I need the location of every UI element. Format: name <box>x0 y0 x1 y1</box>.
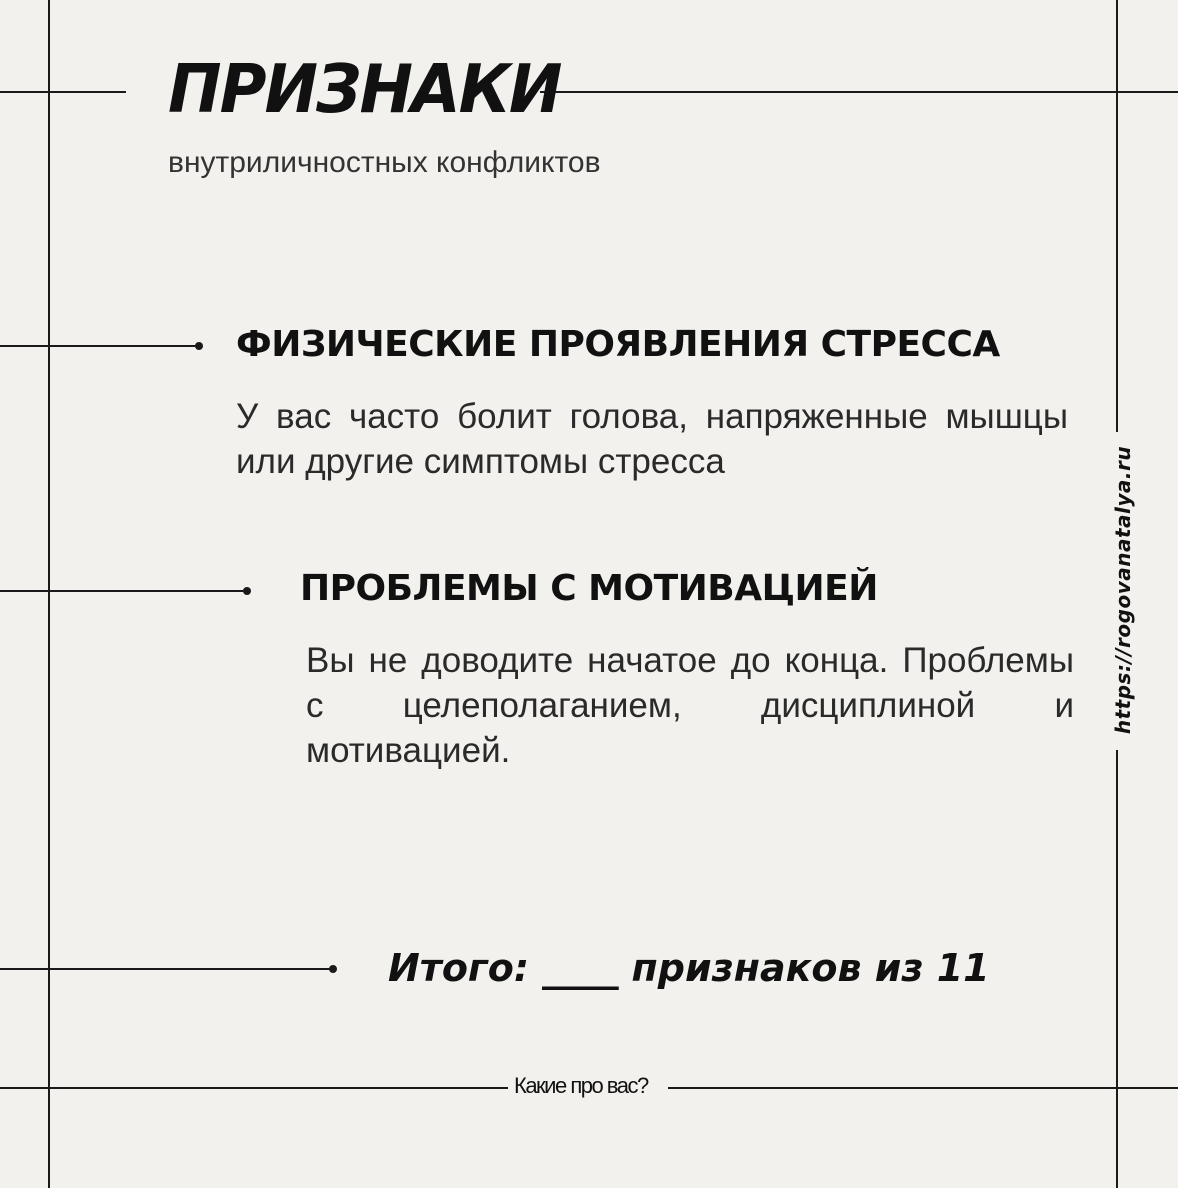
pointer-line-2 <box>0 590 248 592</box>
total-summary: Итого: ____ признаков из 11 <box>388 946 990 990</box>
section-text-motivation: Вы не доводите начатое до конца. Проблемы с целеполаганием, дисциплиной и мотивацией. <box>306 641 1074 770</box>
bullet-dot-icon <box>329 965 337 973</box>
section-heading-motivation: ПРОБЛЕМЫ С МОТИВАЦИЕЙ <box>300 568 878 609</box>
frame-line-right-bottom <box>1116 750 1118 1188</box>
section-heading-physical: ФИЗИЧЕСКИЕ ПРОЯВЛЕНИЯ СТРЕССА <box>236 324 1000 365</box>
page-title: ПРИЗНАКИ <box>168 51 561 129</box>
frame-line-top-right <box>540 91 1178 93</box>
frame-line-left <box>48 0 50 1188</box>
frame-line-bottom-right <box>668 1087 1178 1089</box>
footer-question: Какие про вас? <box>514 1073 648 1098</box>
pointer-line-1 <box>0 345 200 347</box>
side-url: https://rogovanatalya.ru <box>1111 445 1135 735</box>
bullet-dot-icon <box>243 587 251 595</box>
section-text-physical: У вас часто болит голова, напряженные мышцы или другие симптомы стресса <box>236 397 1068 481</box>
frame-line-bottom-left <box>0 1087 508 1089</box>
pointer-line-3 <box>0 968 334 970</box>
frame-line-right-top <box>1116 0 1118 432</box>
page-subtitle: внутриличностных конфликтов <box>168 146 601 179</box>
bullet-dot-icon <box>195 342 203 350</box>
frame-line-top-left <box>0 91 126 93</box>
